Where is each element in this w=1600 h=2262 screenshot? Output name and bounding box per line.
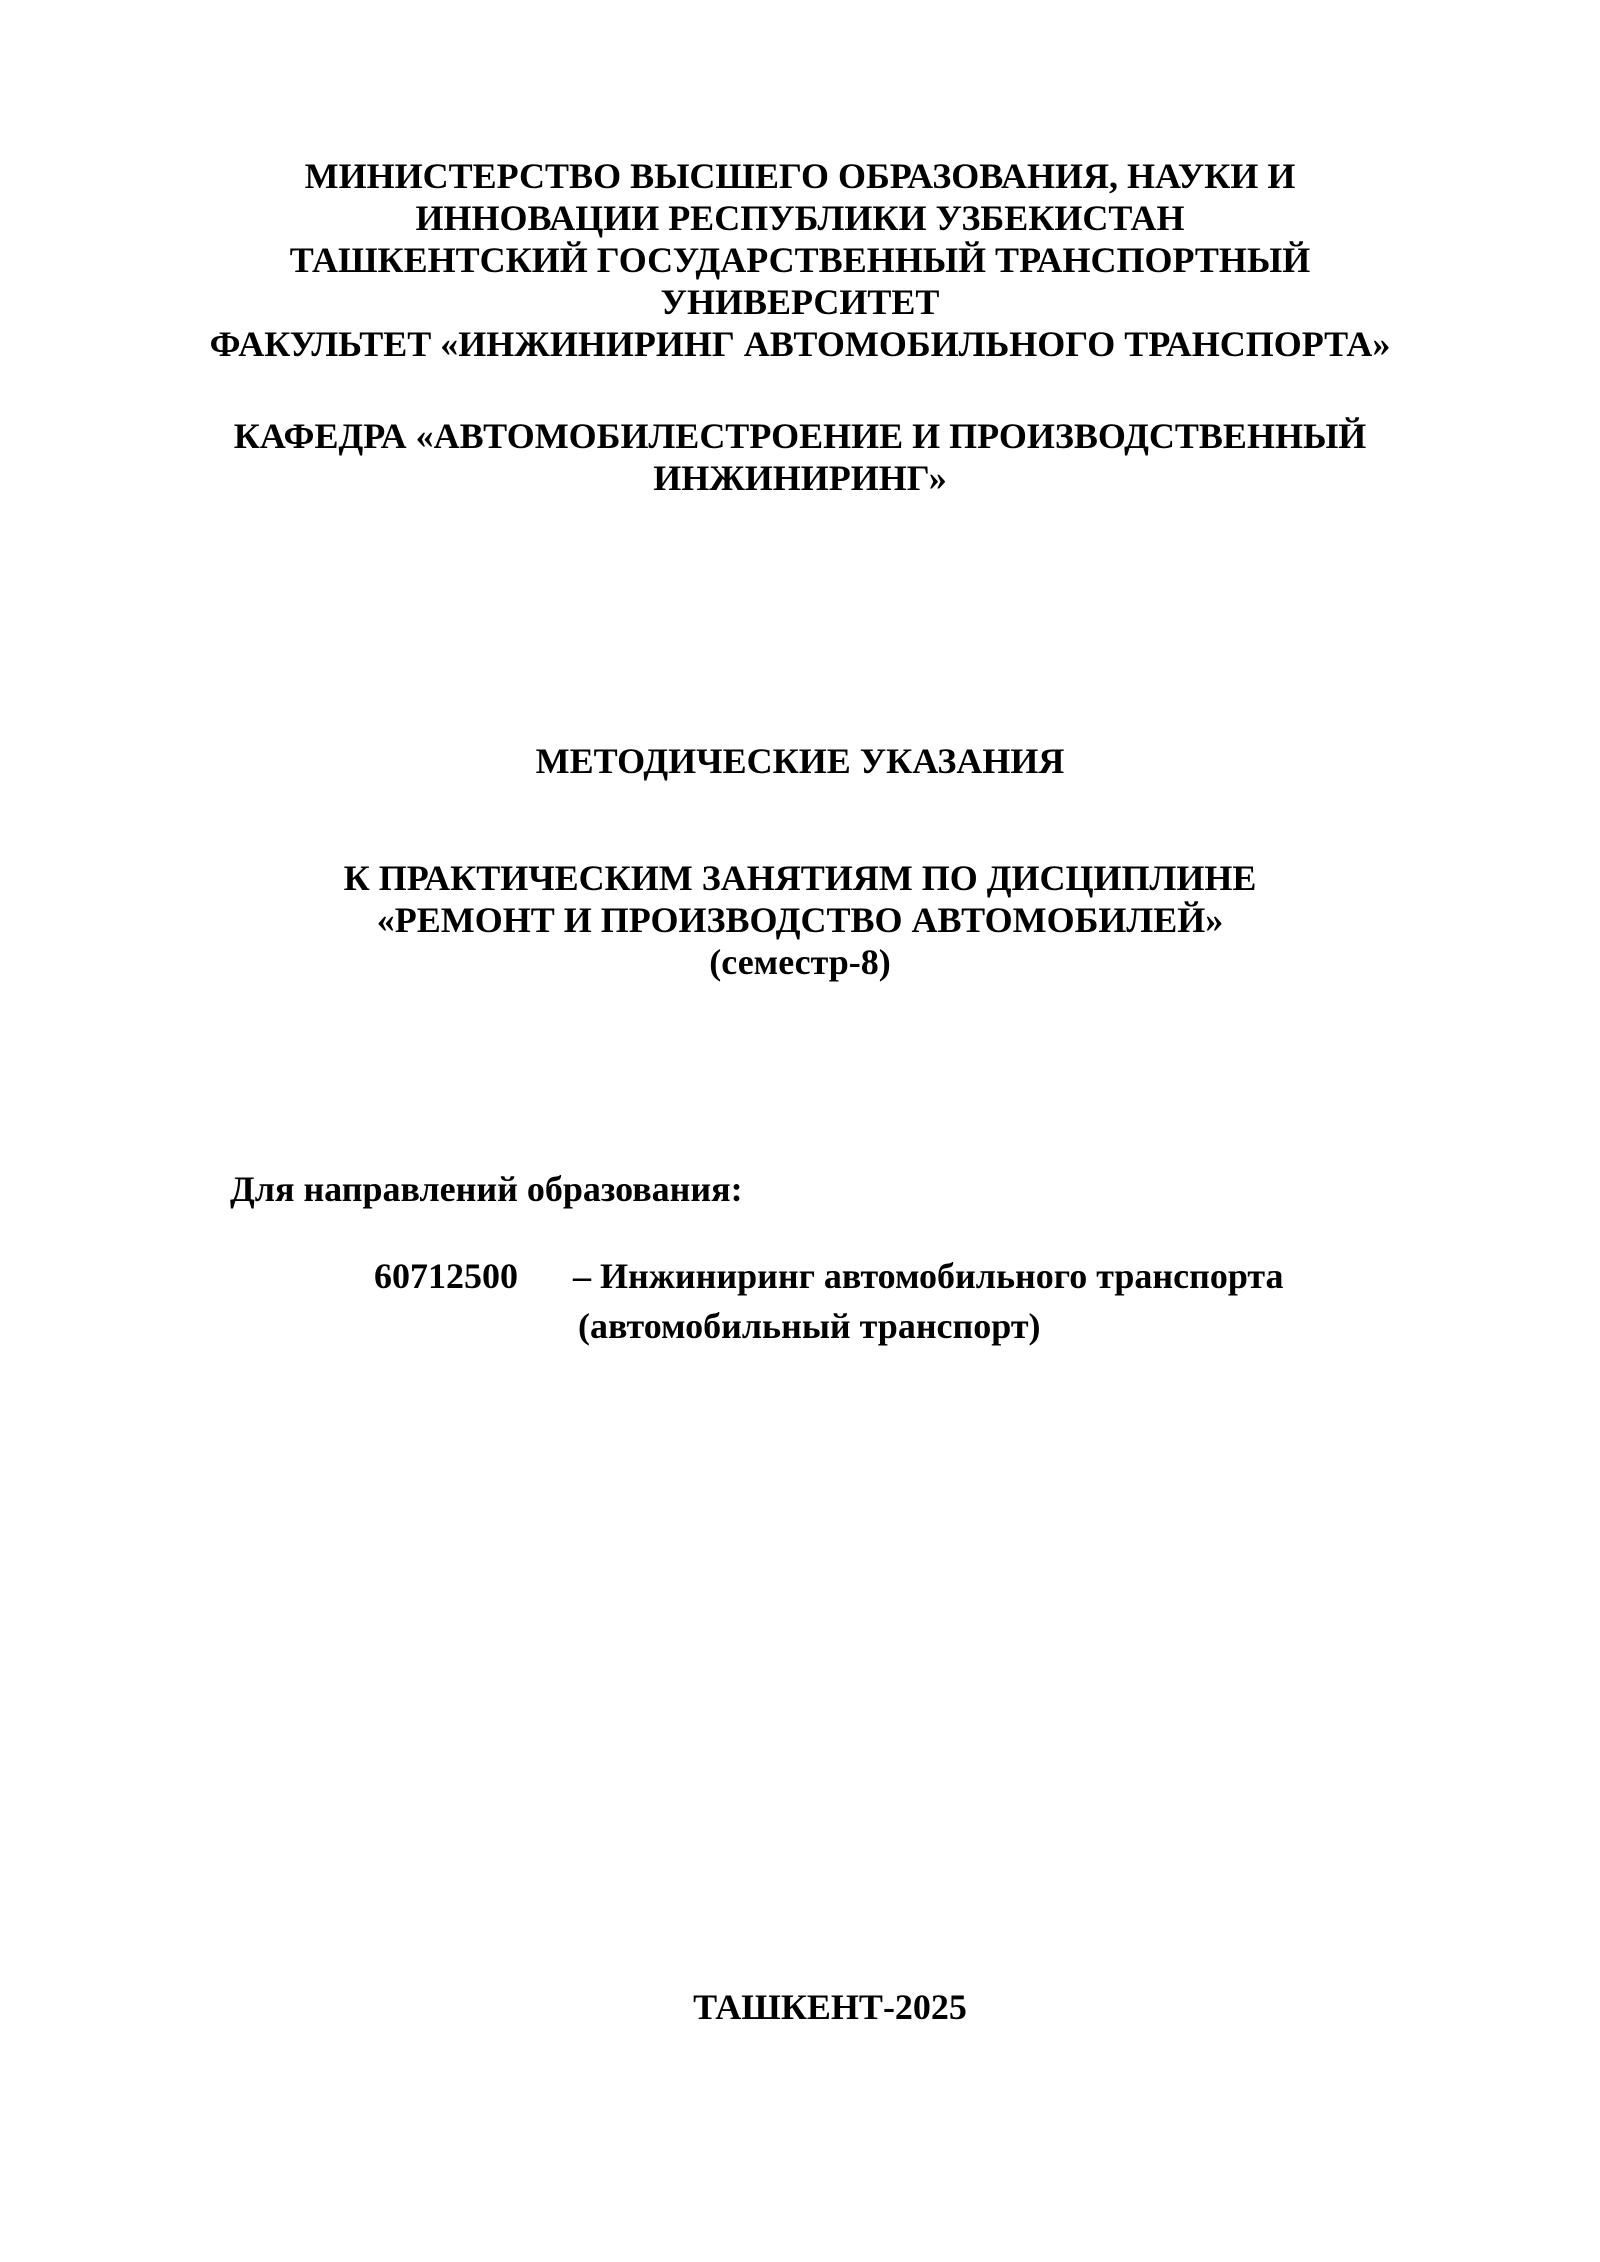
ministry-header (0, 155, 1600, 365)
ministry-line-2: ИННОВАЦИИ РЕСПУБЛИКИ УЗБЕКИСТАН (415, 198, 1185, 238)
footer (0, 1986, 1600, 2028)
subject-line-2: «РЕМОНТ И ПРОИЗВОДСТВО АВТОМОБИЛЕЙ» (376, 900, 1224, 940)
subject-line-3: (семестр-8) (709, 942, 891, 982)
program-note: (автомобильный транспорт) (578, 1306, 1041, 1346)
program-code: 60712500 (374, 1256, 518, 1296)
university-line-1: ТАШКЕНТСКИЙ ГОСУДАРСТВЕННЫЙ ТРАНСПОРТНЫЙ (289, 240, 1311, 280)
department-line-2: ИНЖИНИРИНГ» (653, 458, 947, 498)
department-header (0, 415, 1600, 499)
document-type-title: МЕТОДИЧЕСКИЕ УКАЗАНИЯ (535, 741, 1065, 781)
ministry-line-1: МИНИСТЕРСТВО ВЫСШЕГО ОБРАЗОВАНИЯ, НАУКИ И (304, 156, 1296, 196)
directions-label: Для направлений образования: (230, 1169, 743, 1209)
university-line-2: УНИВЕРСИТЕТ (660, 282, 940, 322)
subject-line-1: К ПРАКТИЧЕСКИМ ЗАНЯТИЯМ ПО ДИСЦИПЛИНЕ (343, 858, 1257, 898)
place-year: ТАШКЕНТ-2025 (693, 1987, 967, 2027)
department-line-1: КАФЕДРА «АВТОМОБИЛЕСТРОЕНИЕ И ПРОИЗВОДСТВЕННЫЙ (233, 416, 1367, 456)
faculty-line: ФАКУЛЬТЕТ «ИНЖИНИРИНГ АВТОМОБИЛЬНОГО ТРАНСПОРТА» (209, 324, 1391, 364)
document-subject (0, 857, 1600, 983)
document-type (0, 740, 1600, 782)
program-name: – Инжиниринг автомобильного транспорта (573, 1256, 1284, 1296)
